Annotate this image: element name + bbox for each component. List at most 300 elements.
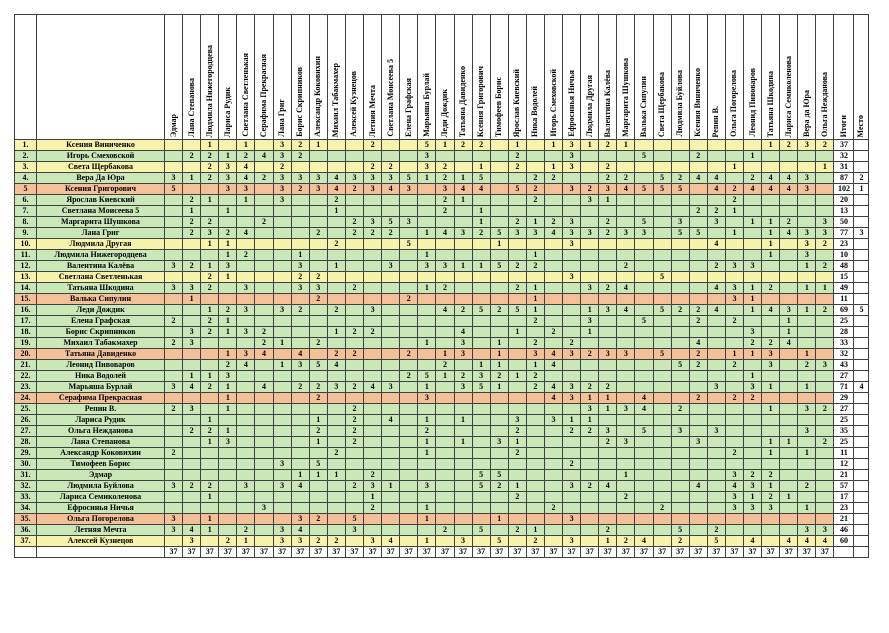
column-header [255,15,273,140]
score-cell: 2 [345,437,363,448]
score-cell: 5 [671,228,689,239]
score-cell [671,140,689,151]
score-cell: 4 [382,536,400,547]
score-cell [635,305,653,316]
score-cell [219,492,237,503]
score-cell [526,272,544,283]
score-cell: 3 [273,151,291,162]
score-cell: 1 [454,437,472,448]
score-cell [400,470,418,481]
score-cell [780,349,798,360]
score-cell: 2 [508,448,526,459]
score-cell: 3 [798,140,816,151]
header-totals [834,15,854,140]
footer-count: 37 [309,547,327,558]
score-cell: 3 [526,349,544,360]
score-cell: 4 [725,481,743,492]
score-cell [237,371,255,382]
column-header-label: Ольга Погорелова [729,70,739,137]
score-cell [563,294,581,305]
score-cell [309,492,327,503]
score-cell: 3 [183,327,201,338]
score-cell [183,415,201,426]
score-cell: 5 [400,173,418,184]
score-cell: 2 [617,536,635,547]
score-cell [201,448,219,459]
score-cell [508,459,526,470]
row-place [854,481,869,492]
score-cell: 5 [490,536,508,547]
score-cell: 3 [798,239,816,250]
score-cell [490,206,508,217]
score-cell [526,162,544,173]
score-cell: 1 [744,217,762,228]
score-cell [671,503,689,514]
column-header-label: Алексей Кузнецов [349,71,359,137]
score-cell: 1 [581,393,599,404]
table-row [15,338,869,349]
score-cell: 2 [219,536,237,547]
score-cell: 1 [219,382,237,393]
score-cell [472,349,490,360]
score-cell: 1 [725,349,743,360]
score-cell: 5 [472,481,490,492]
score-cell: 2 [599,525,617,536]
score-cell [327,316,345,327]
score-cell [273,294,291,305]
score-cell [237,404,255,415]
score-cell [707,140,725,151]
score-cell [345,294,363,305]
score-cell [671,239,689,250]
score-cell [490,525,508,536]
score-cell [436,239,454,250]
score-cell: 1 [617,140,635,151]
score-cell [635,481,653,492]
score-cell [201,206,219,217]
score-cell [255,536,273,547]
score-cell: 1 [418,503,436,514]
score-cell [291,338,309,349]
score-cell [183,514,201,525]
score-cell: 2 [653,503,671,514]
score-cell [291,195,309,206]
score-cell [526,448,544,459]
row-number: 28. [15,437,37,448]
score-cell [508,338,526,349]
score-cell [707,250,725,261]
score-cell [599,459,617,470]
score-cell [418,272,436,283]
score-cell: 3 [798,184,816,195]
score-cell [617,514,635,525]
score-cell [526,393,544,404]
score-cell [689,459,707,470]
score-cell [816,338,834,349]
score-cell [563,371,581,382]
score-cell [382,206,400,217]
score-cell [581,470,599,481]
score-cell: 1 [201,492,219,503]
score-cell: 2 [762,283,780,294]
score-cell: 2 [490,371,508,382]
column-header [599,15,617,140]
score-cell [617,426,635,437]
row-name: Лариса Рудик [37,415,165,426]
score-cell: 4 [617,283,635,294]
footer-name [37,547,165,558]
score-cell: 3 [273,536,291,547]
score-cell [563,503,581,514]
score-cell: 2 [798,360,816,371]
score-cell [183,470,201,481]
score-cell [436,492,454,503]
score-cell [544,481,562,492]
score-cell [219,140,237,151]
score-cell: 4 [780,536,798,547]
score-cell [725,459,743,470]
score-cell [309,151,327,162]
row-number: 27. [15,426,37,437]
score-cell [816,250,834,261]
score-cell [780,371,798,382]
row-total: 33 [834,338,854,349]
row-name: Лана Григ [37,228,165,239]
row-total: 49 [834,283,854,294]
score-cell: 3 [165,514,183,525]
score-cell [635,470,653,481]
score-cell: 2 [671,536,689,547]
score-cell [273,272,291,283]
score-cell: 3 [725,503,743,514]
score-cell [418,349,436,360]
score-cell: 5 [653,305,671,316]
table-row [15,184,869,195]
row-number: 10. [15,239,37,250]
score-cell [291,327,309,338]
score-cell: 1 [273,360,291,371]
score-cell [707,514,725,525]
score-cell [635,140,653,151]
score-cell [780,151,798,162]
row-number: 9. [15,228,37,239]
row-total: 12 [834,459,854,470]
score-cell [382,371,400,382]
score-cell [418,316,436,327]
score-cell: 2 [418,426,436,437]
score-cell: 3 [291,261,309,272]
score-cell: 3 [490,437,508,448]
score-cell [725,437,743,448]
score-cell [382,294,400,305]
score-cell [563,448,581,459]
score-cell: 3 [816,228,834,239]
score-cell [291,294,309,305]
footer-num [15,547,37,558]
score-cell: 4 [255,349,273,360]
score-cell [454,272,472,283]
score-cell [273,206,291,217]
score-cell: 2 [309,338,327,349]
score-cell: 3 [599,349,617,360]
score-cell: 2 [816,261,834,272]
score-cell [725,173,743,184]
score-cell: 1 [780,316,798,327]
score-cell [165,492,183,503]
score-cell [255,206,273,217]
row-place [854,327,869,338]
score-cell: 4 [255,382,273,393]
row-name: Леонид Пивоваров [37,360,165,371]
column-header-label: Ника Водолей [530,85,540,137]
score-cell [689,162,707,173]
score-cell: 1 [798,349,816,360]
score-cell [544,151,562,162]
score-cell [255,239,273,250]
score-cell [255,294,273,305]
score-cell: 2 [219,228,237,239]
score-cell [345,536,363,547]
score-cell [798,437,816,448]
score-cell: 2 [309,382,327,393]
column-header [418,15,436,140]
score-cell: 2 [327,536,345,547]
row-total: 20 [834,195,854,206]
score-cell: 1 [780,437,798,448]
score-cell [255,360,273,371]
score-cell [617,360,635,371]
score-cell [762,294,780,305]
column-header-label: Лана Григ [277,99,287,137]
row-name: Лана Степанова [37,437,165,448]
score-cell [653,195,671,206]
score-cell [581,514,599,525]
score-cell [798,470,816,481]
score-cell: 1 [744,492,762,503]
score-cell [816,470,834,481]
score-cell [472,151,490,162]
score-cell [798,272,816,283]
footer-count: 37 [762,547,780,558]
score-cell [183,305,201,316]
score-cell: 2 [544,503,562,514]
score-cell [653,437,671,448]
row-place [854,294,869,305]
score-cell: 1 [762,239,780,250]
score-cell [418,305,436,316]
score-cell [635,503,653,514]
row-total: 77 [834,228,854,239]
score-cell: 1 [472,360,490,371]
score-cell: 2 [201,173,219,184]
table-row [15,349,869,360]
score-cell: 1 [599,404,617,415]
score-cell [599,360,617,371]
score-cell [762,195,780,206]
score-cell [400,327,418,338]
score-cell [816,272,834,283]
score-cell [418,217,436,228]
score-cell: 3 [725,261,743,272]
score-cell: 2 [255,217,273,228]
row-total: 17 [834,492,854,503]
footer-count: 37 [165,547,183,558]
score-cell [165,536,183,547]
row-place [854,349,869,360]
score-cell [490,404,508,415]
score-cell [544,195,562,206]
score-cell [780,239,798,250]
score-cell [508,206,526,217]
score-cell [689,404,707,415]
score-cell: 4 [544,382,562,393]
score-cell [472,327,490,338]
score-cell [345,250,363,261]
column-header [454,15,472,140]
score-cell: 3 [436,261,454,272]
score-cell [635,283,653,294]
header-num [15,15,37,140]
score-cell: 2 [617,492,635,503]
score-cell: 1 [219,426,237,437]
column-header-label: Валентина Калёва [602,69,612,137]
score-cell [382,272,400,283]
score-cell [255,404,273,415]
score-cell [671,338,689,349]
score-cell [635,327,653,338]
score-cell: 4 [780,338,798,349]
table-row [15,217,869,228]
score-cell [255,437,273,448]
score-cell: 4 [798,536,816,547]
score-cell: 1 [762,448,780,459]
score-cell [707,503,725,514]
score-cell [201,250,219,261]
score-cell: 3 [418,151,436,162]
score-cell [400,305,418,316]
score-cell [400,162,418,173]
column-header [563,15,581,140]
table-row [15,536,869,547]
footer-count: 37 [725,547,743,558]
score-cell: 3 [291,173,309,184]
row-number: 34. [15,503,37,514]
row-place [854,283,869,294]
score-cell [563,525,581,536]
score-cell: 2 [544,327,562,338]
score-cell: 5 [418,140,436,151]
score-cell [436,481,454,492]
score-cell [635,492,653,503]
footer-count: 37 [544,547,562,558]
score-cell [798,459,816,470]
score-cell [508,294,526,305]
score-cell [327,283,345,294]
column-header-label: Елена Графская [403,78,413,137]
row-total: 50 [834,217,854,228]
table-row [15,404,869,415]
score-cell [345,338,363,349]
row-number: 32. [15,481,37,492]
score-cell [635,514,653,525]
score-cell: 3 [273,140,291,151]
score-cell: 2 [309,228,327,239]
score-cell [780,415,798,426]
column-header [780,15,798,140]
score-cell [400,206,418,217]
score-cell: 4 [327,184,345,195]
score-cell: 2 [725,195,743,206]
score-cell [635,382,653,393]
score-cell: 2 [345,228,363,239]
score-cell [490,184,508,195]
row-number: 15. [15,294,37,305]
score-cell [725,382,743,393]
score-cell [418,525,436,536]
score-cell: 2 [508,162,526,173]
score-cell [563,206,581,217]
column-header-label: Ольга Нежданова [819,72,829,137]
score-cell [382,327,400,338]
score-cell [689,382,707,393]
score-cell [689,503,707,514]
score-cell [364,404,382,415]
row-total: 23 [834,503,854,514]
score-cell: 3 [599,426,617,437]
score-cell [237,415,255,426]
score-cell [725,525,743,536]
score-cell [364,272,382,283]
score-cell [165,228,183,239]
score-cell [617,272,635,283]
score-cell [653,382,671,393]
score-cell: 2 [508,217,526,228]
score-cell [490,162,508,173]
score-cell [707,415,725,426]
table-row [15,514,869,525]
score-cell: 2 [599,382,617,393]
score-cell: 2 [689,316,707,327]
score-cell [780,206,798,217]
score-cell [581,525,599,536]
score-cell [526,206,544,217]
score-cell [382,195,400,206]
table-row [15,459,869,470]
score-cell [382,338,400,349]
score-cell [617,503,635,514]
score-cell [165,426,183,437]
score-cell: 3 [581,228,599,239]
score-cell: 2 [707,261,725,272]
results-table [14,14,869,558]
score-cell [544,437,562,448]
score-cell: 2 [165,448,183,459]
score-cell [707,360,725,371]
column-header [508,15,526,140]
score-cell: 1 [201,525,219,536]
score-cell [309,349,327,360]
score-cell: 2 [689,393,707,404]
column-header [653,15,671,140]
score-cell: 3 [617,349,635,360]
footer-count: 37 [599,547,617,558]
score-cell [219,448,237,459]
column-header [490,15,508,140]
score-cell: 2 [544,173,562,184]
row-name: Ксения Григорович [37,184,165,195]
score-cell [581,173,599,184]
score-cell: 2 [472,140,490,151]
